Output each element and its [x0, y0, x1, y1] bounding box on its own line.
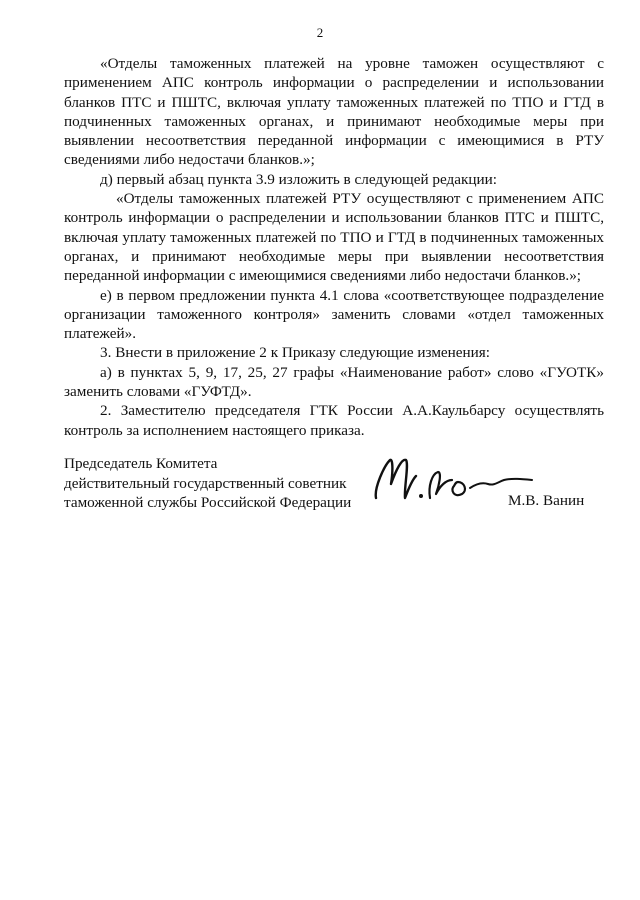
paragraph-item-a: а) в пунктах 5, 9, 17, 25, 27 графы «Наименование работ» слово «ГУОТК» заменить словами «ГУФТД».	[64, 363, 604, 401]
paragraph-item-3: 3. Внести в приложение 2 к Приказу следующие изменения:	[100, 344, 491, 362]
document-body	[64, 54, 604, 440]
signature-block	[64, 454, 351, 513]
paragraph-item-d: д) первый абзац пункта 3.9 изложить в следующей редакции:	[100, 170, 497, 188]
signer-name: М.В. Ванин	[508, 492, 585, 509]
signer-position-line-3: таможенной службы Российской Федерации	[64, 494, 352, 511]
signer-position-line-2: действительный государственный советник	[64, 474, 347, 492]
paragraph-item-e: е) в первом предложении пункта 4.1 слова «соответствующее подразделение организации таможенного контроля» заменить словами «отдел таможенных платежей».	[64, 286, 604, 343]
paragraph-new-wording-3-9: «Отделы таможенных платежей РТУ осуществляют с применением АПС контроль информации о распределении и использовании бланков ПТС и ПШТС, включая уплату таможенных платежей по ТПО и ГТД в подчиненных таможенных органах, и принимают необходимые меры при выявлении несоответствия переданной информации с имеющимися сведениями либо недостачи бланков.»;	[64, 190, 604, 285]
page-number: 2	[316, 25, 324, 40]
paragraph-rtu-customs-control: «Отделы таможенных платежей на уровне таможен осуществляют с применением АПС контроль информации о распределении и использовании бланков ПТС и ПШТС, включая уплату таможенных платежей по ТПО и ГТД в подчиненных таможенных органах, и принимают необходимые меры при выявлении несоответствия переданной информации с имеющимися в РТУ сведениями либо недостачи бланков.»;	[64, 55, 604, 169]
paragraph-item-2-control: 2. Заместителю председателя ГТК России А.А.Каульбарсу осуществлять контроль за исполнением настоящего приказа.	[64, 402, 604, 439]
signer-position-line-1: Председатель Комитета	[64, 455, 218, 472]
